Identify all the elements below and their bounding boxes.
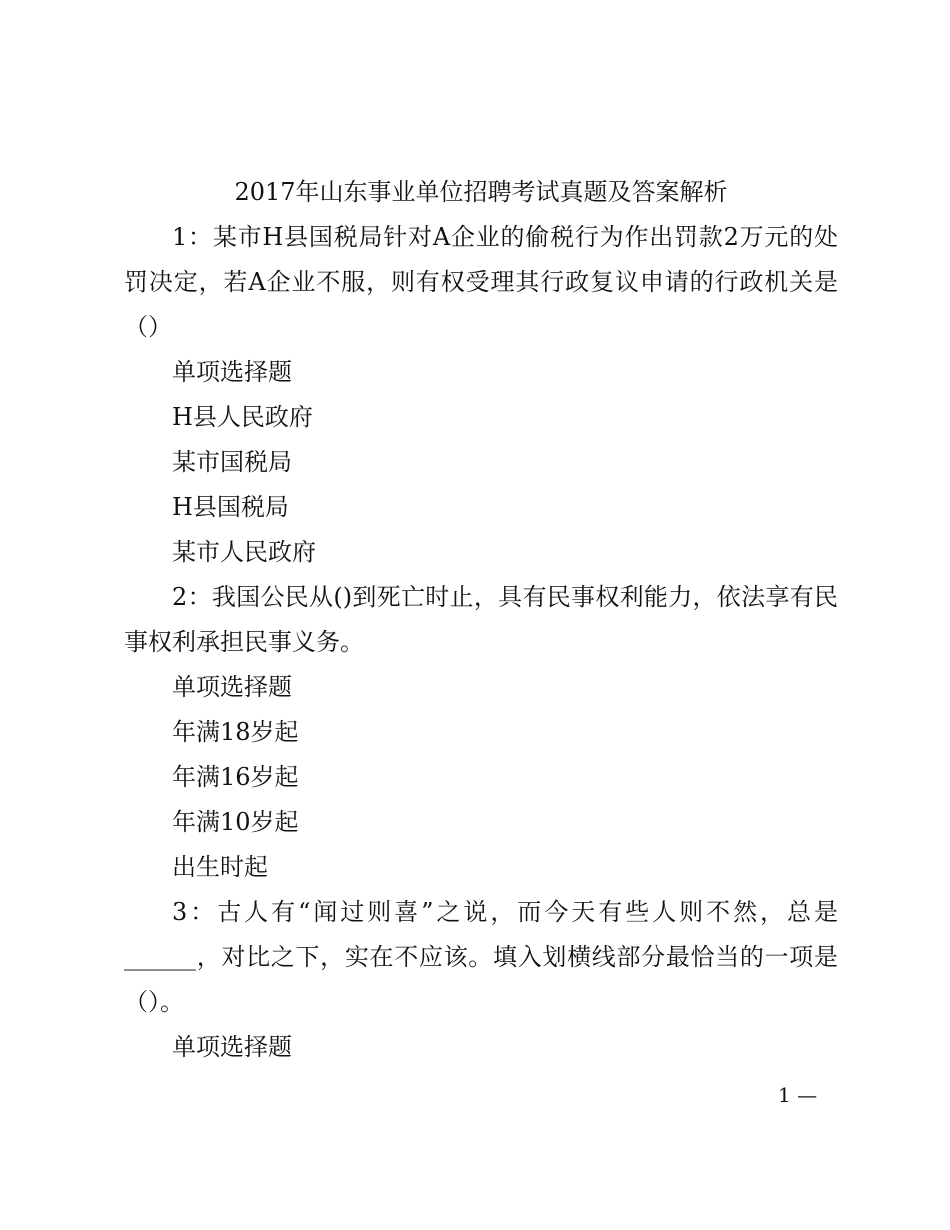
- question-1-stem: 1：某市H县国税局针对A企业的偷税行为作出罚款2万元的处罚决定，若A企业不服，则有权受理其行政复议申请的行政机关是（）: [124, 223, 838, 341]
- question-1-option-d: 某市人民政府: [172, 538, 316, 566]
- question-3-stem: 3：古人有“闻过则喜”之说，而今天有些人则不然，总是______，对比之下，实在不应该。填入划横线部分最恰当的一项是（）。: [124, 898, 838, 1016]
- question-1-type: 单项选择题: [172, 358, 292, 386]
- question-2-type: 单项选择题: [172, 673, 292, 701]
- question-2-option-b: 年满16岁起: [172, 763, 299, 791]
- page-number: 1 —: [778, 1083, 818, 1107]
- question-1-option-c: H县国税局: [172, 493, 289, 521]
- document-title: 2017年山东事业单位招聘考试真题及答案解析: [234, 178, 728, 206]
- question-2-option-d: 出生时起: [172, 853, 268, 881]
- question-2-option-c: 年满10岁起: [172, 808, 299, 836]
- question-2-option-a: 年满18岁起: [172, 718, 299, 746]
- question-3-type: 单项选择题: [172, 1033, 292, 1061]
- question-2-stem: 2：我国公民从()到死亡时止，具有民事权利能力，依法享有民事权利承担民事义务。: [124, 583, 838, 656]
- question-1-option-a: H县人民政府: [172, 403, 313, 431]
- question-1-option-b: 某市国税局: [172, 448, 292, 476]
- document-body: [124, 170, 838, 1070]
